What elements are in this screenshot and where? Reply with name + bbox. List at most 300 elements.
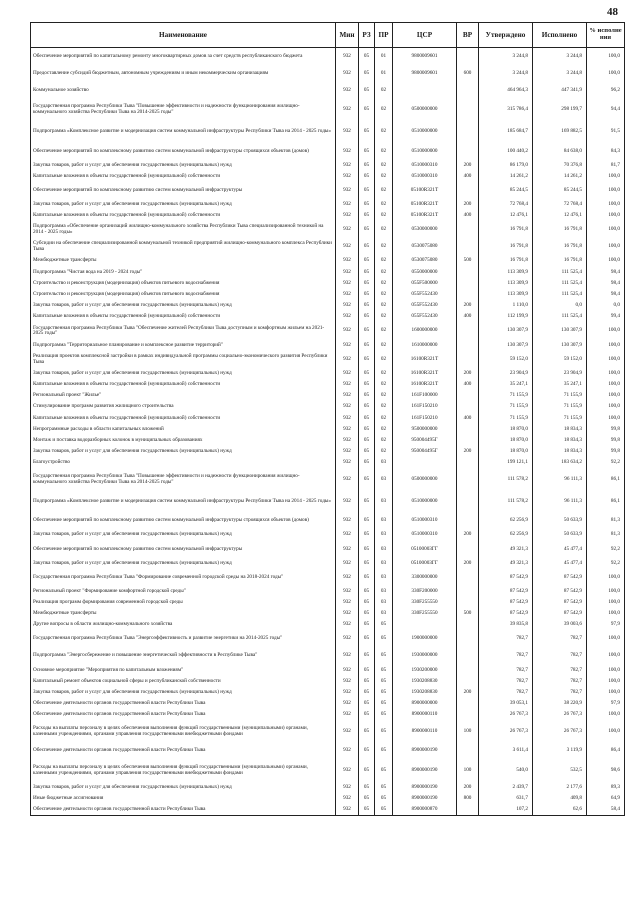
row-vr [457, 340, 479, 351]
row-rz: 05 [359, 65, 375, 82]
row-percent: 86,1 [587, 491, 625, 513]
row-approved: 111 578,2 [479, 491, 533, 513]
row-name: Подпрограмма «Комплексное развитие и модернизация систем коммунальной инфраструктуры Республики Тыва на 2014 - 2025 годы» [31, 491, 336, 513]
row-executed: 59 152,0 [533, 351, 587, 368]
table-row [31, 676, 625, 687]
table-row [31, 446, 625, 457]
table-row [31, 698, 625, 709]
row-rz: 05 [359, 710, 375, 721]
row-rz: 05 [359, 301, 375, 312]
table-row [31, 782, 625, 793]
row-csr: 1930000000 [393, 648, 457, 665]
row-executed: 87 542,9 [533, 609, 587, 620]
row-pr: 01 [375, 48, 393, 66]
row-percent: 100,0 [587, 413, 625, 424]
row-min: 932 [336, 402, 359, 413]
table-row [31, 340, 625, 351]
row-vr: 100 [457, 721, 479, 743]
row-name: Государственная программа Республики Тыва "Энергоэффективность и развитие энергетики на 2014-2025 годы" [31, 631, 336, 648]
row-name: Закупка товаров, работ и услуг для обеспечения государственных (муниципальных) нужд [31, 558, 336, 569]
table-row [31, 710, 625, 721]
row-executed: 18 834,3 [533, 446, 587, 457]
row-min: 932 [336, 413, 359, 424]
row-rz: 05 [359, 586, 375, 597]
row-csr: 330F255550 [393, 609, 457, 620]
row-name: Обеспечение мероприятий по комплексному развитию систем коммунальной инфраструктуры [31, 541, 336, 558]
row-name: Строительство и реконструкция (модернизация) объектов питьевого водоснабжения [31, 289, 336, 300]
row-rz: 05 [359, 160, 375, 171]
row-min: 932 [336, 698, 359, 709]
row-pr: 02 [375, 424, 393, 435]
row-name: Основное мероприятие "Мероприятия по капитальным вложениям" [31, 665, 336, 676]
row-vr [457, 698, 479, 709]
row-vr [457, 390, 479, 401]
row-percent: 100,0 [587, 368, 625, 379]
row-approved: 49 321,3 [479, 558, 533, 569]
row-name: Закупка товаров, работ и услуг для обеспечения государственных (муниципальных) нужд [31, 160, 336, 171]
row-name: Капитальный ремонт объектов социальной сферы и республиканской собственности [31, 676, 336, 687]
table-row [31, 687, 625, 698]
row-rz: 05 [359, 289, 375, 300]
row-rz: 05 [359, 513, 375, 530]
row-csr: 055F552430 [393, 301, 457, 312]
table-row [31, 99, 625, 121]
row-percent: 86,4 [587, 743, 625, 760]
row-vr [457, 676, 479, 687]
row-name: Монтаж и поставка водоразборных колонок в муниципальных образованиях [31, 435, 336, 446]
row-rz: 05 [359, 424, 375, 435]
row-executed: 71 155,9 [533, 413, 587, 424]
row-csr: 05100003ГГ [393, 558, 457, 569]
row-approved: 59 152,0 [479, 351, 533, 368]
row-min: 932 [336, 323, 359, 340]
header-csr: ЦСР [393, 23, 457, 48]
row-csr: 055F500000 [393, 278, 457, 289]
row-min: 932 [336, 256, 359, 267]
row-min: 932 [336, 687, 359, 698]
row-name: Другие вопросы в области жилищно-коммунального хозяйства [31, 620, 336, 631]
row-vr [457, 267, 479, 278]
row-min: 932 [336, 289, 359, 300]
row-approved: 540,0 [479, 760, 533, 782]
row-csr: 1900000000 [393, 631, 457, 648]
row-pr: 03 [375, 458, 393, 469]
row-min: 932 [336, 782, 359, 793]
table-row [31, 222, 625, 239]
row-executed: 782,7 [533, 676, 587, 687]
row-percent: 94,4 [587, 99, 625, 121]
table-row [31, 312, 625, 323]
row-csr: 055F552430 [393, 312, 457, 323]
row-min: 932 [336, 597, 359, 608]
row-vr [457, 710, 479, 721]
row-rz: 05 [359, 379, 375, 390]
row-rz: 05 [359, 222, 375, 239]
row-pr: 05 [375, 698, 393, 709]
row-csr [393, 620, 457, 631]
row-csr: 1930208830 [393, 676, 457, 687]
row-percent: 98,4 [587, 267, 625, 278]
row-pr: 02 [375, 278, 393, 289]
row-approved: 782,7 [479, 631, 533, 648]
row-csr: 8900000190 [393, 743, 457, 760]
row-percent: 100,0 [587, 631, 625, 648]
row-rz: 05 [359, 351, 375, 368]
row-min: 932 [336, 558, 359, 569]
table-row [31, 793, 625, 804]
row-executed: 38 220,9 [533, 698, 587, 709]
row-pr: 02 [375, 351, 393, 368]
row-percent: 100,0 [587, 597, 625, 608]
row-name: Непрограммные расходы в области капитальных вложений [31, 424, 336, 435]
row-percent: 100,0 [587, 323, 625, 340]
row-rz: 05 [359, 569, 375, 586]
row-vr: 200 [457, 199, 479, 210]
row-vr: 800 [457, 793, 479, 804]
row-rz: 05 [359, 390, 375, 401]
row-csr: 0510000310 [393, 513, 457, 530]
row-csr: 0530000000 [393, 222, 457, 239]
row-csr [393, 82, 457, 99]
row-pr: 05 [375, 721, 393, 743]
row-executed: 130 307,9 [533, 323, 587, 340]
row-executed: 111 525,4 [533, 312, 587, 323]
row-min: 932 [336, 609, 359, 620]
row-executed: 169 882,5 [533, 121, 587, 143]
row-csr: 8900000110 [393, 710, 457, 721]
table-row [31, 368, 625, 379]
row-pr: 05 [375, 665, 393, 676]
row-executed: 130 307,9 [533, 340, 587, 351]
row-min: 932 [336, 267, 359, 278]
row-csr: 16100R321T [393, 351, 457, 368]
row-executed: 782,7 [533, 648, 587, 665]
row-min: 932 [336, 743, 359, 760]
table-row [31, 211, 625, 222]
row-percent: 100,0 [587, 379, 625, 390]
row-csr: 330F255550 [393, 597, 457, 608]
row-approved: 107,2 [479, 804, 533, 816]
table-row [31, 721, 625, 743]
row-executed: 71 155,9 [533, 390, 587, 401]
row-rz: 05 [359, 687, 375, 698]
row-approved: 71 155,9 [479, 413, 533, 424]
row-csr: 05100R321T [393, 182, 457, 199]
row-percent: 99,8 [587, 435, 625, 446]
row-pr: 05 [375, 804, 393, 816]
table-row [31, 199, 625, 210]
row-percent: 100,0 [587, 340, 625, 351]
row-vr: 200 [457, 446, 479, 457]
table-row [31, 435, 625, 446]
row-percent: 97,9 [587, 620, 625, 631]
row-rz: 05 [359, 782, 375, 793]
row-rz: 05 [359, 402, 375, 413]
table-row [31, 558, 625, 569]
row-approved: 26 767,3 [479, 710, 533, 721]
row-name: Капитальные вложения в объекты государственной (муниципальной) собственности [31, 312, 336, 323]
table-row [31, 48, 625, 66]
row-pr: 02 [375, 256, 393, 267]
row-name: Реализация программ формирования современной городской среды [31, 597, 336, 608]
row-min: 932 [336, 82, 359, 99]
row-vr: 200 [457, 558, 479, 569]
row-vr [457, 458, 479, 469]
row-vr: 200 [457, 687, 479, 698]
row-executed: 14 261,2 [533, 171, 587, 182]
row-csr: 9500000000 [393, 424, 457, 435]
row-executed: 12 476,1 [533, 211, 587, 222]
row-vr: 600 [457, 65, 479, 82]
row-pr: 05 [375, 631, 393, 648]
row-percent: 89,3 [587, 782, 625, 793]
row-approved: 87 542,9 [479, 609, 533, 620]
row-approved: 782,7 [479, 648, 533, 665]
row-csr: 950004495Г [393, 435, 457, 446]
row-name: Закупка товаров, работ и услуг для обеспечения государственных (муниципальных) нужд [31, 782, 336, 793]
row-percent: 98,6 [587, 760, 625, 782]
row-approved: 1 110,0 [479, 301, 533, 312]
row-name: Иные бюджетные ассигнования [31, 793, 336, 804]
row-name: Коммунальное хозяйство [31, 82, 336, 99]
row-vr [457, 99, 479, 121]
row-approved: 113 309,9 [479, 267, 533, 278]
row-csr: 9800009601 [393, 65, 457, 82]
row-name: Обеспечение деятельности органов государственной власти Республики Тыва [31, 710, 336, 721]
row-executed: 39 003,6 [533, 620, 587, 631]
row-percent: 100,0 [587, 222, 625, 239]
row-name: Реализация проектов комплексной застройки в рамках индивидуальной программы социально-экономического развития Республики Тыва [31, 351, 336, 368]
row-pr: 02 [375, 222, 393, 239]
row-executed: 35 247,1 [533, 379, 587, 390]
row-vr [457, 620, 479, 631]
row-csr: 1930208830 [393, 687, 457, 698]
row-vr [457, 82, 479, 99]
row-min: 932 [336, 620, 359, 631]
row-vr: 200 [457, 160, 479, 171]
row-csr [393, 458, 457, 469]
row-name: Обеспечение мероприятий по комплексному развитию систем коммунальной инфраструктуры строящихся объектов (домов) [31, 143, 336, 160]
row-rz: 05 [359, 239, 375, 256]
row-rz: 05 [359, 211, 375, 222]
row-percent: 100,0 [587, 239, 625, 256]
row-rz: 05 [359, 665, 375, 676]
row-percent: 100,0 [587, 171, 625, 182]
row-min: 932 [336, 121, 359, 143]
row-approved: 464 964,3 [479, 82, 533, 99]
row-name: Государственная программа Республики Тыва "Повышение эффективности и надежности функционирования жилищно-коммунального хозяйства Республики Тыва на 2014-2025 годы" [31, 469, 336, 491]
row-vr [457, 597, 479, 608]
row-name: Обеспечение деятельности органов государственной власти Республики Тыва [31, 804, 336, 816]
row-csr: 1930200000 [393, 665, 457, 676]
row-percent: 92,2 [587, 558, 625, 569]
row-name: Расходы на выплаты персоналу в целях обеспечения выполнения функций государственными (муниципальными) органами, казенными учреждениями, органами управления государственными внебюджетными фондами [31, 760, 336, 782]
row-pr: 03 [375, 609, 393, 620]
row-min: 932 [336, 586, 359, 597]
table-row [31, 402, 625, 413]
row-csr: 8900000190 [393, 760, 457, 782]
row-min: 932 [336, 793, 359, 804]
row-pr: 02 [375, 301, 393, 312]
row-executed: 16 791,8 [533, 256, 587, 267]
row-rz: 05 [359, 620, 375, 631]
table-row [31, 609, 625, 620]
row-name: Капитальные вложения в объекты государственной (муниципальной) собственности [31, 211, 336, 222]
row-csr: 0510000310 [393, 171, 457, 182]
row-min: 932 [336, 222, 359, 239]
row-min: 932 [336, 160, 359, 171]
row-percent: 0,0 [587, 301, 625, 312]
row-min: 932 [336, 446, 359, 457]
row-rz: 05 [359, 278, 375, 289]
row-approved: 130 307,9 [479, 340, 533, 351]
row-pr: 02 [375, 199, 393, 210]
row-min: 932 [336, 65, 359, 82]
row-name: Закупка товаров, работ и услуг для обеспечения государственных (муниципальных) нужд [31, 687, 336, 698]
row-rz: 05 [359, 446, 375, 457]
row-executed: 85 244,5 [533, 182, 587, 199]
row-approved: 49 321,3 [479, 541, 533, 558]
header-percent: % исполне ния [587, 23, 625, 48]
row-executed: 84 638,0 [533, 143, 587, 160]
row-vr [457, 323, 479, 340]
row-executed: 782,7 [533, 687, 587, 698]
row-vr: 100 [457, 760, 479, 782]
row-name: Стимулирование программ развития жилищного строительства [31, 402, 336, 413]
row-approved: 112 199,9 [479, 312, 533, 323]
row-csr: 0510000000 [393, 143, 457, 160]
header-name: Наименование [31, 23, 336, 48]
row-rz: 05 [359, 676, 375, 687]
row-approved: 39 053,1 [479, 698, 533, 709]
row-min: 932 [336, 424, 359, 435]
row-csr: 16100R321T [393, 379, 457, 390]
row-name: Государственная программа Республики Тыва "Обеспечение жителей Республики Тыва доступным и комфортным жильем на 2021-2025 годы" [31, 323, 336, 340]
row-csr: 0500000000 [393, 99, 457, 121]
row-executed: 782,7 [533, 665, 587, 676]
row-name: Закупка товаров, работ и услуг для обеспечения государственных (муниципальных) нужд [31, 446, 336, 457]
row-name: Государственная программа Республики Тыва "Формирование современной городской среды на 2018-2024 годы" [31, 569, 336, 586]
row-csr: 8900000110 [393, 721, 457, 743]
row-csr: 05100003ГГ [393, 541, 457, 558]
row-rz: 05 [359, 721, 375, 743]
row-min: 932 [336, 458, 359, 469]
row-pr: 05 [375, 710, 393, 721]
row-approved: 18 870,0 [479, 424, 533, 435]
row-pr: 02 [375, 211, 393, 222]
row-vr [457, 743, 479, 760]
row-approved: 199 121,1 [479, 458, 533, 469]
row-pr: 02 [375, 340, 393, 351]
row-rz: 05 [359, 793, 375, 804]
row-min: 932 [336, 390, 359, 401]
row-csr: 0510000000 [393, 121, 457, 143]
row-percent: 100,0 [587, 402, 625, 413]
header-vr: ВР [457, 23, 479, 48]
row-executed: 18 834,3 [533, 424, 587, 435]
row-csr: 16100R321T [393, 368, 457, 379]
row-rz: 05 [359, 171, 375, 182]
row-percent: 98,4 [587, 278, 625, 289]
row-vr: 200 [457, 368, 479, 379]
row-executed: 26 767,3 [533, 710, 587, 721]
row-min: 932 [336, 513, 359, 530]
row-approved: 23 904,9 [479, 368, 533, 379]
row-name: Межбюджетные трансферты [31, 256, 336, 267]
row-name: Капитальные вложения в объекты государственной (муниципальной) собственности [31, 379, 336, 390]
row-pr: 03 [375, 586, 393, 597]
row-rz: 05 [359, 413, 375, 424]
row-pr: 02 [375, 82, 393, 99]
row-vr [457, 541, 479, 558]
table-row [31, 513, 625, 530]
row-approved: 39 835,8 [479, 620, 533, 631]
row-vr [457, 182, 479, 199]
row-pr: 05 [375, 782, 393, 793]
row-approved: 782,7 [479, 665, 533, 676]
row-min: 932 [336, 648, 359, 665]
row-percent: 100,0 [587, 256, 625, 267]
row-pr: 02 [375, 402, 393, 413]
row-vr [457, 586, 479, 597]
table-row [31, 267, 625, 278]
row-vr [457, 424, 479, 435]
row-vr [457, 143, 479, 160]
row-executed: 16 791,8 [533, 222, 587, 239]
row-vr [457, 569, 479, 586]
table-row [31, 65, 625, 82]
row-name: Субсидии на обеспечение специализированной коммунальной техникой предприятий жилищно-коммунального комплекса Республики Тыва [31, 239, 336, 256]
row-rz: 05 [359, 597, 375, 608]
table-row [31, 569, 625, 586]
row-percent: 100,0 [587, 569, 625, 586]
row-rz: 05 [359, 340, 375, 351]
row-rz: 05 [359, 760, 375, 782]
table-row [31, 390, 625, 401]
row-min: 932 [336, 199, 359, 210]
row-csr: 0500000000 [393, 469, 457, 491]
row-percent: 91,5 [587, 121, 625, 143]
row-vr [457, 435, 479, 446]
row-vr [457, 665, 479, 676]
row-approved: 26 767,3 [479, 721, 533, 743]
row-min: 932 [336, 312, 359, 323]
row-executed: 111 525,4 [533, 278, 587, 289]
row-approved: 100 440,2 [479, 143, 533, 160]
row-approved: 782,7 [479, 676, 533, 687]
row-pr: 02 [375, 267, 393, 278]
table-row [31, 631, 625, 648]
table-row [31, 597, 625, 608]
row-pr: 05 [375, 648, 393, 665]
row-min: 932 [336, 239, 359, 256]
row-percent: 100,0 [587, 676, 625, 687]
row-rz: 05 [359, 121, 375, 143]
row-pr: 01 [375, 65, 393, 82]
row-min: 932 [336, 760, 359, 782]
row-pr: 05 [375, 793, 393, 804]
row-name: Региональный проект "Жилье" [31, 390, 336, 401]
table-row [31, 256, 625, 267]
row-min: 932 [336, 541, 359, 558]
row-vr [457, 648, 479, 665]
row-min: 932 [336, 211, 359, 222]
row-min: 932 [336, 676, 359, 687]
row-csr: 055F552430 [393, 289, 457, 300]
row-executed: 70 376,8 [533, 160, 587, 171]
row-vr: 400 [457, 211, 479, 222]
row-approved: 12 476,1 [479, 211, 533, 222]
